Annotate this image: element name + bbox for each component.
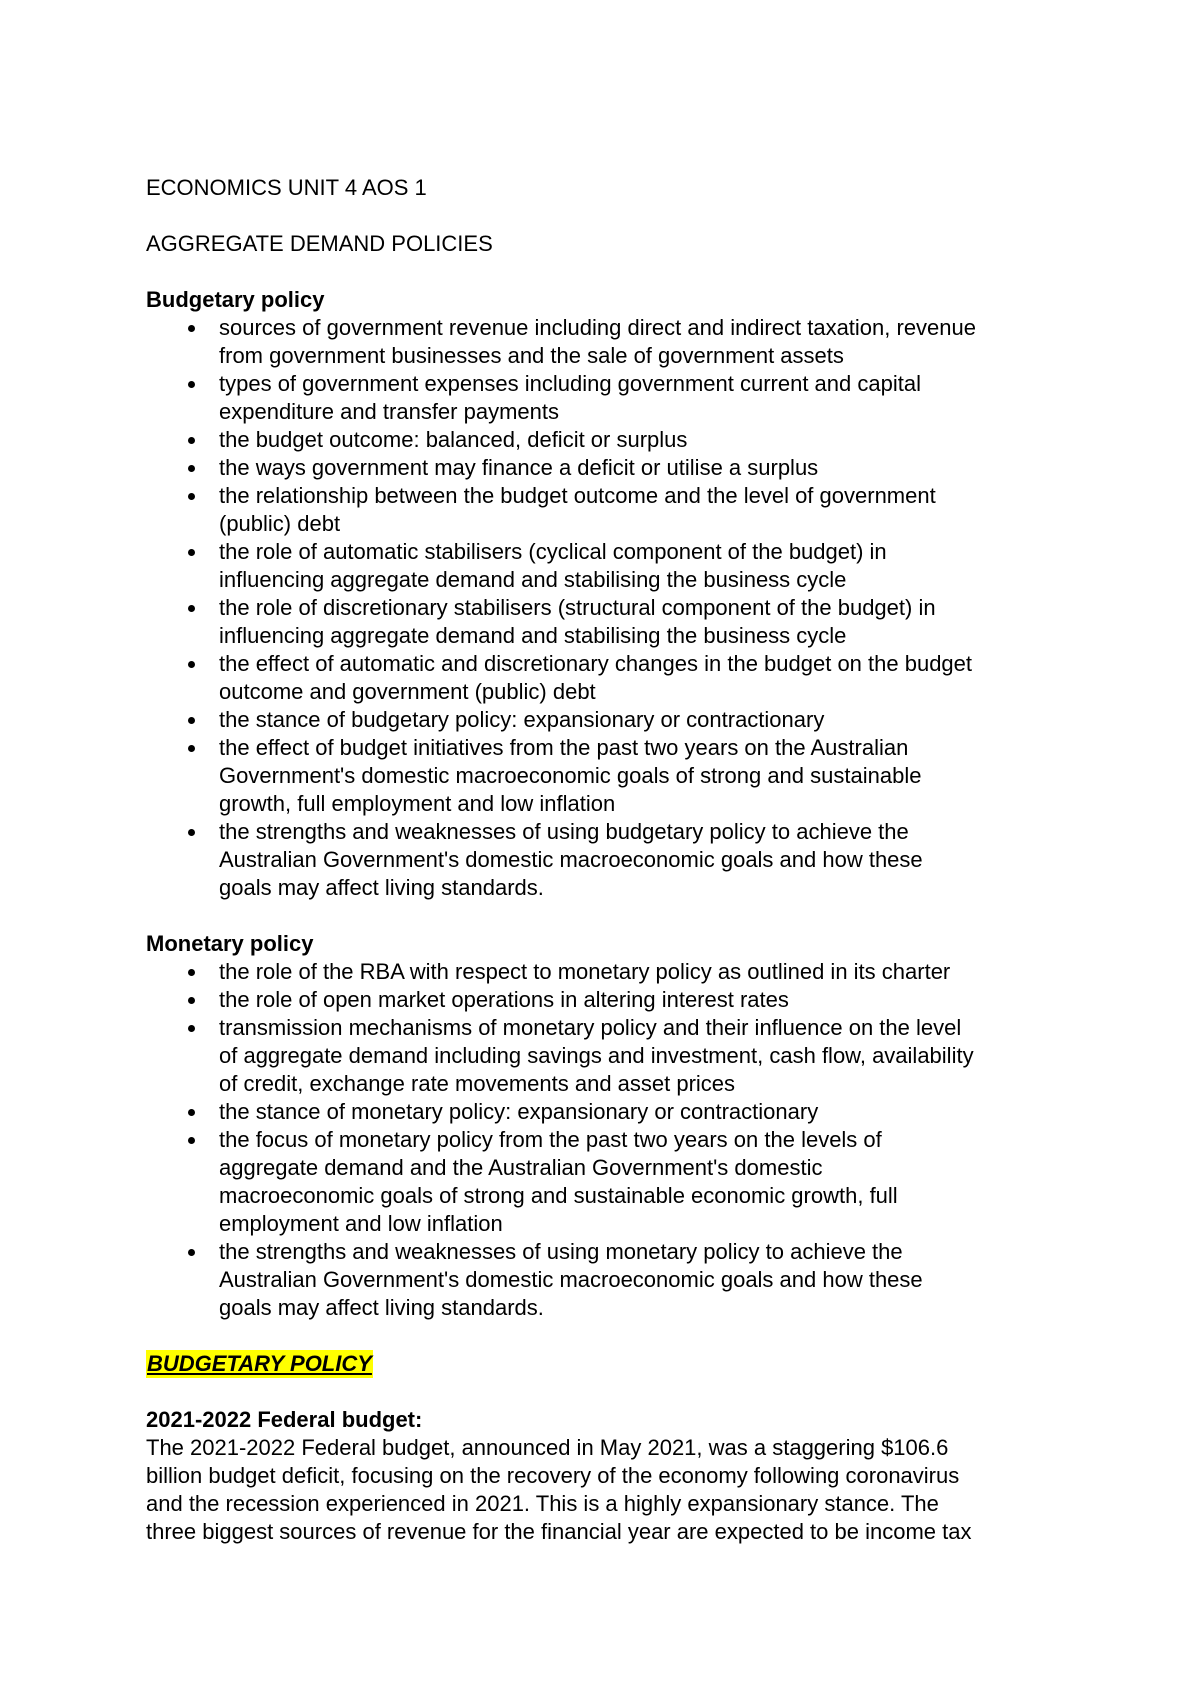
- bullet-icon: [188, 325, 195, 332]
- bullet-icon: [188, 605, 195, 612]
- bullet-icon: [188, 997, 195, 1004]
- bullet-icon: [188, 661, 195, 668]
- list-item-text: (public) debt: [219, 511, 341, 536]
- list-item-text: goals may affect living standards.: [219, 1295, 544, 1320]
- document-subtitle: AGGREGATE DEMAND POLICIES: [146, 231, 493, 256]
- list-item-text: the ways government may finance a deficit or utilise a surplus: [219, 455, 819, 480]
- paragraph-line: and the recession experienced in 2021. This is a highly expansionary stance. The: [146, 1491, 939, 1516]
- list-item-text: the effect of budget initiatives from the past two years on the Australian: [219, 735, 909, 760]
- document-content: [146, 174, 1066, 1546]
- list-item-text: aggregate demand and the Australian Government's domestic: [219, 1155, 823, 1180]
- section-heading-budgetary: [146, 1350, 1066, 1378]
- list-item-text: transmission mechanisms of monetary policy and their influence on the level: [219, 1015, 962, 1040]
- list-item-text: influencing aggregate demand and stabilising the business cycle: [219, 567, 847, 592]
- list-item-text: Government's domestic macroeconomic goals of strong and sustainable: [219, 763, 922, 788]
- budgetary-policy-list: [146, 314, 1066, 902]
- list-item-text: the effect of automatic and discretionary changes in the budget on the budget: [219, 651, 973, 676]
- list-item-text: the strengths and weaknesses of using monetary policy to achieve the: [219, 1239, 903, 1264]
- highlighted-heading: BUDGETARY POLICY: [147, 1351, 372, 1376]
- monetary-policy-heading: Monetary policy: [146, 931, 314, 956]
- paragraph-line: billion budget deficit, focusing on the recovery of the economy following coronavirus: [146, 1463, 960, 1488]
- document-title: ECONOMICS UNIT 4 AOS 1: [146, 175, 427, 200]
- bullet-icon: [188, 437, 195, 444]
- list-item: [146, 1098, 1066, 1126]
- list-item: [146, 370, 1066, 426]
- bullet-icon: [188, 1137, 195, 1144]
- list-item: [146, 734, 1066, 818]
- list-item-text: the relationship between the budget outcome and the level of government: [219, 483, 936, 508]
- list-item-text: influencing aggregate demand and stabilising the business cycle: [219, 623, 847, 648]
- list-item: [146, 650, 1066, 706]
- list-item-text: goals may affect living standards.: [219, 875, 544, 900]
- list-item-text: Australian Government's domestic macroeconomic goals and how these: [219, 1267, 923, 1292]
- bullet-icon: [188, 1025, 195, 1032]
- list-item: [146, 594, 1066, 650]
- list-item: [146, 454, 1066, 482]
- list-item-text: the budget outcome: balanced, deficit or surplus: [219, 427, 688, 452]
- list-item: [146, 706, 1066, 734]
- bullet-icon: [188, 549, 195, 556]
- list-item-text: the role of open market operations in altering interest rates: [219, 987, 789, 1012]
- list-item-text: of aggregate demand including savings and investment, cash flow, availability: [219, 1043, 974, 1068]
- spacer: [146, 1378, 1066, 1406]
- list-item-text: Australian Government's domestic macroeconomic goals and how these: [219, 847, 923, 872]
- monetary-policy-list: [146, 958, 1066, 1322]
- list-item-text: of credit, exchange rate movements and asset prices: [219, 1071, 736, 1096]
- bullet-icon: [188, 381, 195, 388]
- list-item: [146, 1238, 1066, 1322]
- list-item: [146, 538, 1066, 594]
- bullet-icon: [188, 745, 195, 752]
- list-item: [146, 426, 1066, 454]
- bullet-icon: [188, 493, 195, 500]
- list-item: [146, 482, 1066, 538]
- list-item: [146, 818, 1066, 902]
- list-item-text: the stance of budgetary policy: expansionary or contractionary: [219, 707, 825, 732]
- list-item-text: the focus of monetary policy from the past two years on the levels of: [219, 1127, 882, 1152]
- list-item-text: the role of discretionary stabilisers (structural component of the budget) in: [219, 595, 936, 620]
- spacer: [146, 1322, 1066, 1350]
- list-item-text: employment and low inflation: [219, 1211, 503, 1236]
- list-item-text: the role of automatic stabilisers (cyclical component of the budget) in: [219, 539, 887, 564]
- budgetary-policy-heading: Budgetary policy: [146, 287, 325, 312]
- list-item: [146, 1126, 1066, 1238]
- list-item-text: the role of the RBA with respect to monetary policy as outlined in its charter: [219, 959, 951, 984]
- list-item-text: outcome and government (public) debt: [219, 679, 596, 704]
- spacer: [146, 902, 1066, 930]
- list-item-text: sources of government revenue including direct and indirect taxation, revenue: [219, 315, 977, 340]
- list-item-text: types of government expenses including government current and capital: [219, 371, 921, 396]
- list-item: [146, 958, 1066, 986]
- list-item-text: from government businesses and the sale of government assets: [219, 343, 844, 368]
- bullet-icon: [188, 829, 195, 836]
- paragraph-line: three biggest sources of revenue for the financial year are expected to be income tax: [146, 1519, 972, 1544]
- federal-budget-paragraph: [146, 1434, 1066, 1546]
- bullet-icon: [188, 1109, 195, 1116]
- federal-budget-heading: 2021-2022 Federal budget:: [146, 1407, 423, 1432]
- paragraph-line: The 2021-2022 Federal budget, announced in May 2021, was a staggering $106.6: [146, 1435, 949, 1460]
- bullet-icon: [188, 465, 195, 472]
- list-item-text: growth, full employment and low inflation: [219, 791, 616, 816]
- list-item-text: the stance of monetary policy: expansionary or contractionary: [219, 1099, 819, 1124]
- bullet-icon: [188, 717, 195, 724]
- list-item-text: the strengths and weaknesses of using budgetary policy to achieve the: [219, 819, 909, 844]
- list-item: [146, 314, 1066, 370]
- list-item: [146, 1014, 1066, 1098]
- list-item: [146, 986, 1066, 1014]
- bullet-icon: [188, 969, 195, 976]
- bullet-icon: [188, 1249, 195, 1256]
- list-item-text: macroeconomic goals of strong and sustainable economic growth, full: [219, 1183, 898, 1208]
- list-item-text: expenditure and transfer payments: [219, 399, 559, 424]
